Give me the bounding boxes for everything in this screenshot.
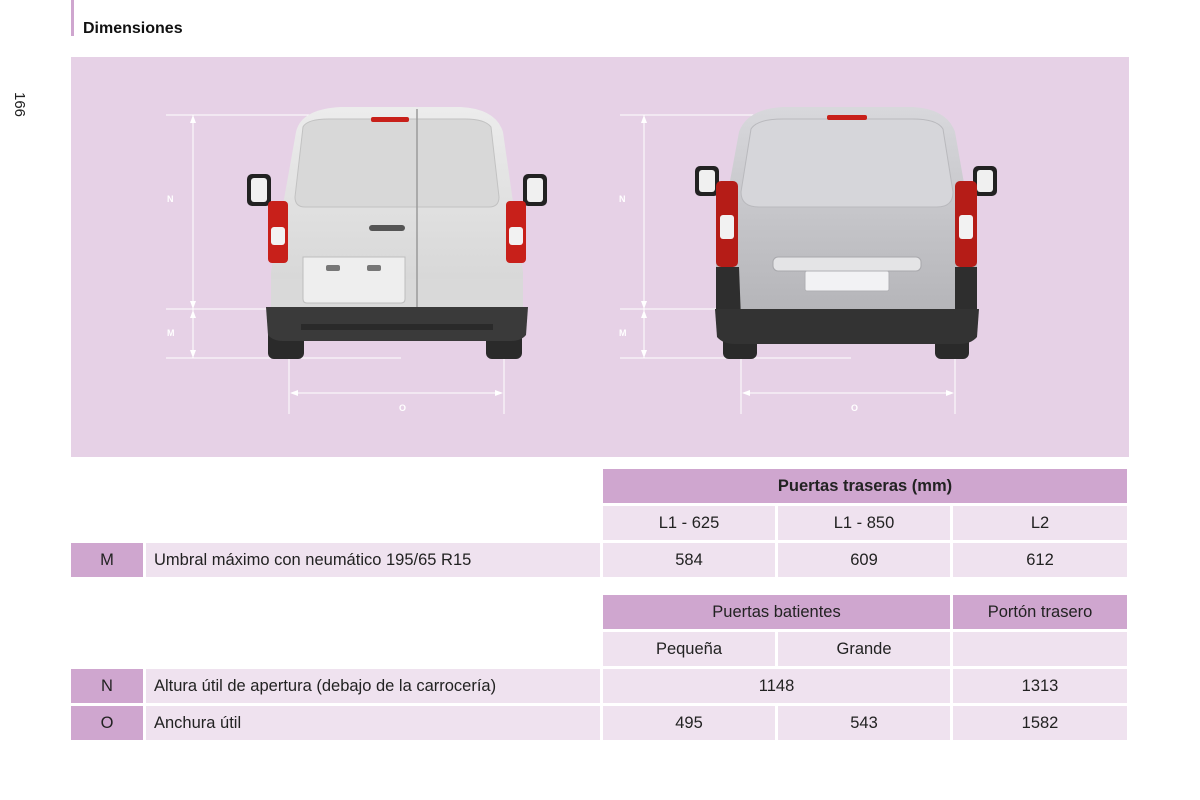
value-cell-merged: 1148 xyxy=(603,669,950,703)
value-cell: 1313 xyxy=(953,669,1127,703)
table2-subheader-large: Grande xyxy=(778,632,950,666)
right-van-tailgate xyxy=(619,107,997,414)
value-cell: 543 xyxy=(778,706,950,740)
table1-column-l2: L2 xyxy=(953,506,1127,540)
table-row xyxy=(71,706,1127,740)
right-dimension-m-label: M xyxy=(619,328,627,338)
table1-header-row xyxy=(71,469,1127,503)
row-label-threshold: Umbral máximo con neumático 195/65 R15 xyxy=(146,543,600,577)
van-illustration xyxy=(71,57,1129,457)
section-title: Dimensiones xyxy=(83,20,183,37)
table2-subheader-empty xyxy=(953,632,1127,666)
table1-header: Puertas traseras (mm) xyxy=(603,469,1127,503)
table1-column-l1-850: L1 - 850 xyxy=(778,506,950,540)
rear-doors-threshold-table xyxy=(68,466,1130,580)
row-label-opening-height: Altura útil de apertura (debajo de la carrocería) xyxy=(146,669,600,703)
row-code-m: M xyxy=(71,543,143,577)
table2-header-swing-doors: Puertas batientes xyxy=(603,595,950,629)
right-dimension-o-label: O xyxy=(851,403,859,413)
table2-header-row xyxy=(71,595,1127,629)
table2-subheader-small: Pequeña xyxy=(603,632,775,666)
left-dimension-o-label: O xyxy=(399,403,407,413)
table1-columns-row xyxy=(71,506,1127,540)
value-cell: 612 xyxy=(953,543,1127,577)
row-label-usable-width: Anchura útil xyxy=(146,706,600,740)
page-number: 166 xyxy=(11,92,28,118)
opening-dimensions-table xyxy=(68,592,1130,743)
table2-subheader-row xyxy=(71,632,1127,666)
table1-column-l1-625: L1 - 625 xyxy=(603,506,775,540)
left-van-twin-doors xyxy=(166,107,547,414)
table-row xyxy=(71,543,1127,577)
left-dimension-m-label: M xyxy=(167,328,175,338)
row-code-o: O xyxy=(71,706,143,740)
right-dimension-n-label: N xyxy=(619,194,626,204)
table-row xyxy=(71,669,1127,703)
value-cell: 609 xyxy=(778,543,950,577)
value-cell: 495 xyxy=(603,706,775,740)
page-accent-bar xyxy=(71,0,74,36)
value-cell: 1582 xyxy=(953,706,1127,740)
row-code-n: N xyxy=(71,669,143,703)
table2-header-tailgate: Portón trasero xyxy=(953,595,1127,629)
left-dimension-n-label: N xyxy=(167,194,174,204)
value-cell: 584 xyxy=(603,543,775,577)
van-rear-dimensions-figure xyxy=(71,57,1129,457)
